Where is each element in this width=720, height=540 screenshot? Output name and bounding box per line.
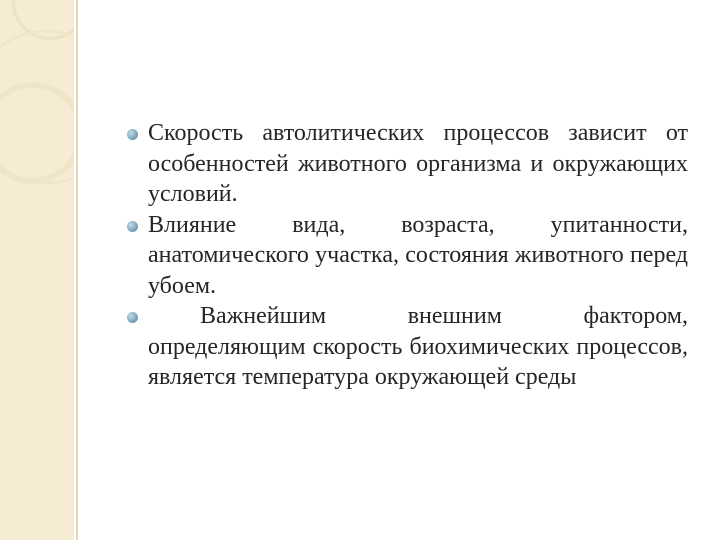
decorative-ring <box>0 30 74 184</box>
bullet-icon <box>127 312 138 323</box>
slide-content <box>148 118 688 393</box>
bullet-text: Скорость автолитических процессов зависит от особенностей животного организма и окружающих условий. <box>148 120 688 207</box>
sidebar-divider <box>76 0 78 540</box>
bullet-icon <box>127 129 138 140</box>
bullet-text: Влияние вида, возраста, упитанности, анатомического участка, состояния животного перед убоем. <box>148 211 688 299</box>
bullet-icon <box>127 221 138 232</box>
list-item <box>148 301 688 393</box>
bullet-text: Важнейшим внешним фактором, определяющим скорость биохимических процессов, является температура окружающей среды <box>148 303 688 390</box>
decorative-sidebar <box>0 0 74 540</box>
list-item <box>148 210 688 302</box>
list-item <box>148 118 688 210</box>
